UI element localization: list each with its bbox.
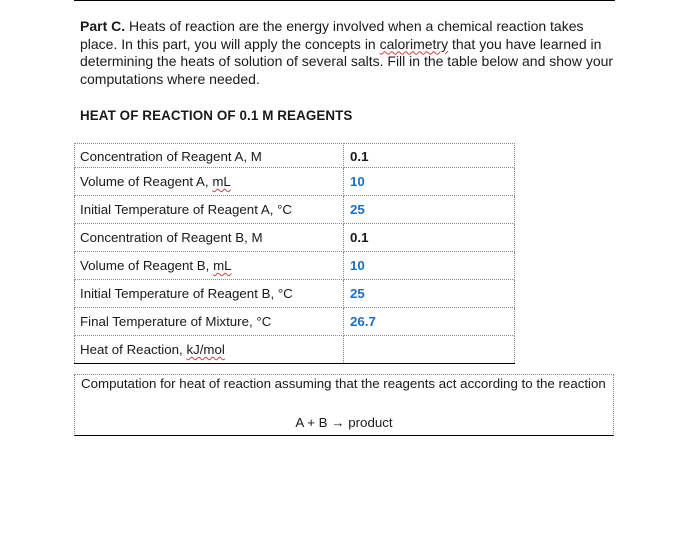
reaction-equation: A + B → product	[295, 415, 393, 430]
intro-text-2: that you have learned in determining the heats of solution of several salts. Fill in the table below and show your computations where needed.	[80, 35, 614, 87]
row-label: Concentration of Reagent A, M	[75, 144, 344, 168]
table-row	[75, 252, 515, 280]
table-row	[75, 224, 515, 252]
heat-of-reaction-input[interactable]	[344, 336, 515, 364]
row-value[interactable]: 25	[344, 196, 515, 224]
section-title: HEAT OF REACTION OF 0.1 M REAGENTS	[80, 108, 353, 123]
reagents-table	[74, 143, 515, 364]
row-label	[75, 252, 344, 280]
row-value[interactable]: 10	[344, 168, 515, 196]
row-value[interactable]: 26.7	[344, 308, 515, 336]
computation-text: Computation for heat of reaction assuming that the reagents act according to the reaction	[81, 376, 606, 391]
row-label: Initial Temperature of Reagent A, °C	[75, 196, 344, 224]
table-row	[75, 280, 515, 308]
row-value[interactable]: 0.1	[344, 224, 515, 252]
row-label: Final Temperature of Mixture, °C	[75, 308, 344, 336]
row-label	[75, 168, 344, 196]
row-label	[75, 336, 344, 364]
row-label: Concentration of Reagent B, M	[75, 224, 344, 252]
row-label-unit: mL	[213, 258, 232, 273]
top-rule	[74, 0, 615, 1]
part-label: Part C.	[80, 18, 126, 34]
row-value[interactable]: 10	[344, 252, 515, 280]
row-label-text: Volume of Reagent B,	[80, 258, 214, 273]
row-label-text: Volume of Reagent A,	[80, 174, 213, 189]
table-row	[75, 144, 515, 168]
row-label: Initial Temperature of Reagent B, °C	[75, 280, 344, 308]
row-label-unit: kJ/mol	[186, 342, 225, 357]
computation-box[interactable]	[74, 374, 614, 436]
row-value[interactable]: 0.1	[344, 144, 515, 168]
intro-paragraph	[80, 18, 620, 88]
table-row	[75, 336, 515, 364]
table-row	[75, 196, 515, 224]
intro-text-1: Heats of reaction are the energy involved when a chemical reaction takes place. In this part, you will apply the concepts in	[80, 18, 584, 52]
row-value[interactable]: 25	[344, 280, 515, 308]
table-row	[75, 168, 515, 196]
row-label-unit: mL	[212, 174, 231, 189]
calorimetry-word: calorimetry	[379, 35, 449, 52]
table-row	[75, 308, 515, 336]
row-label-text: Heat of Reaction,	[80, 342, 187, 357]
